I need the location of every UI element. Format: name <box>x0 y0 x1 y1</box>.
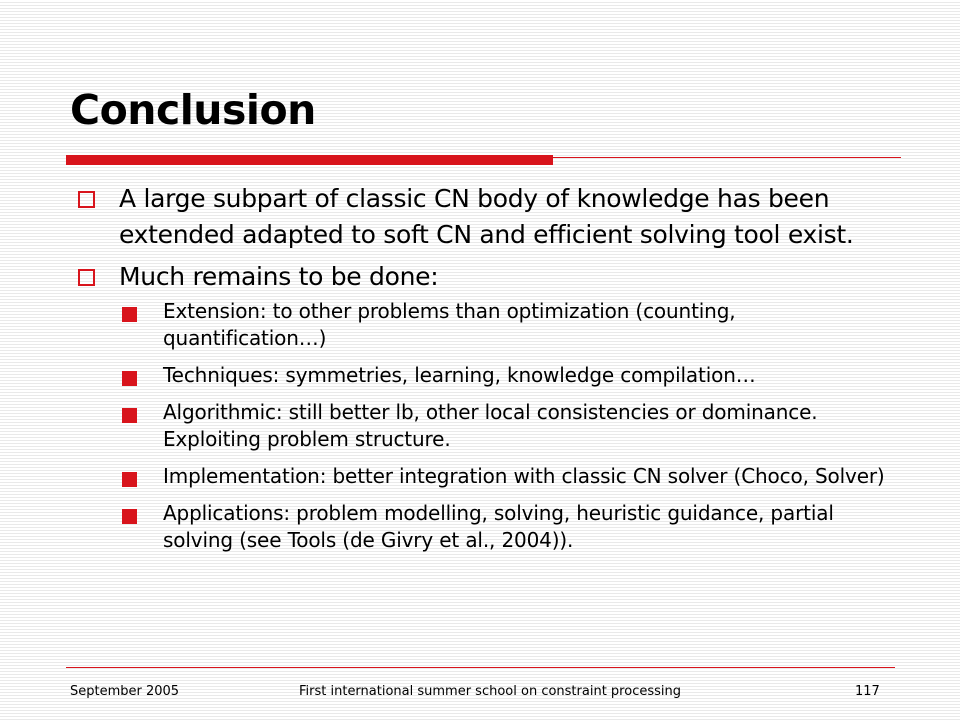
filled-square-bullet-icon <box>122 408 137 423</box>
footer-event: First international summer school on constraint processing <box>299 684 681 699</box>
sub-bullet-item <box>75 362 890 389</box>
filled-square-bullet-icon <box>122 307 137 322</box>
sub-bullet-text: Algorithmic: still better lb, other local consistencies or dominance. Exploiting problem structure. <box>163 400 818 451</box>
sub-bullet-text: Extension: to other problems than optimization (counting, quantification…) <box>163 299 736 350</box>
filled-square-bullet-icon <box>122 371 137 386</box>
footer-date: September 2005 <box>70 684 180 699</box>
bullet-text: Much remains to be done: <box>119 262 439 291</box>
bullet-text: A large subpart of classic CN body of knowledge has been extended adapted to soft CN and efficient solving tool exist. <box>119 184 854 249</box>
sub-bullet-item <box>75 298 890 352</box>
sub-bullet-text: Applications: problem modelling, solving, heuristic guidance, partial solving (see Tools (de Givry et al., 2004)). <box>163 501 834 552</box>
title-underline-thick <box>66 155 553 165</box>
hollow-square-bullet-icon <box>78 191 95 208</box>
slide-number: 117 <box>855 684 880 699</box>
bullet-item <box>75 259 890 554</box>
slide-content <box>75 181 890 554</box>
sub-bullet-item <box>75 399 890 453</box>
sub-bullet-item <box>75 463 890 490</box>
footer-divider <box>66 667 895 668</box>
sub-bullet-list <box>119 298 890 554</box>
sub-bullet-item <box>75 500 890 554</box>
sub-bullet-text: Implementation: better integration with classic CN solver (Choco, Solver) <box>163 464 885 488</box>
bullet-item <box>75 181 890 253</box>
hollow-square-bullet-icon <box>78 269 95 286</box>
sub-bullet-text: Techniques: symmetries, learning, knowledge compilation… <box>163 363 756 387</box>
filled-square-bullet-icon <box>122 472 137 487</box>
slide-title: Conclusion <box>70 86 316 134</box>
filled-square-bullet-icon <box>122 509 137 524</box>
title-underline-thin <box>553 157 901 158</box>
